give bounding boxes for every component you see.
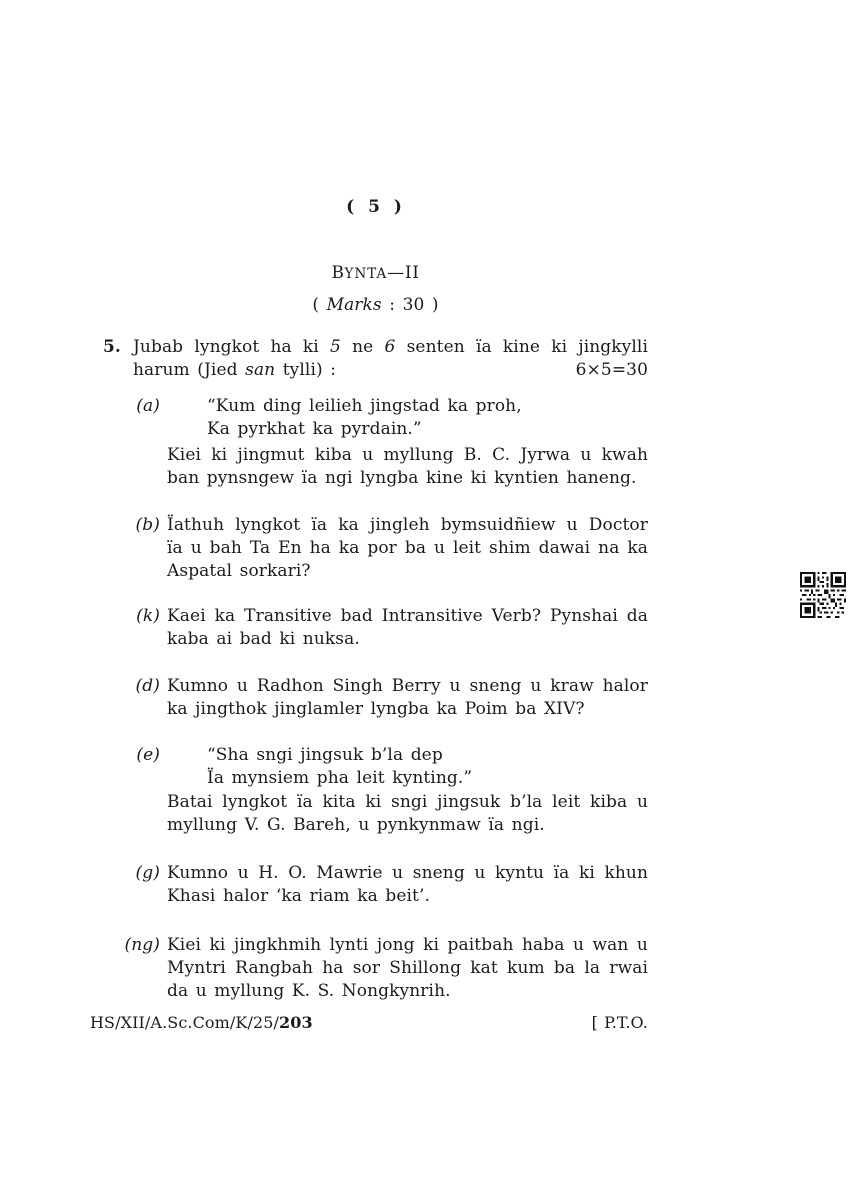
item-a-label: (a) bbox=[136, 396, 160, 416]
item-e-quote-row bbox=[103, 744, 648, 790]
item-e-label: (e) bbox=[136, 745, 160, 765]
item-b-text: Ïathuh lyngkot ïa ka jingleh bymsuidñiew u Doctor ïa u bah Ta En ha ka por ba u leit shim dawai na ka Aspatal sorkari? bbox=[167, 515, 648, 581]
item-g-text: Kumno u H. O. Mawrie u sneng u kyntu ïa ki khun Khasi halor ‘ka riam ka beit’. bbox=[167, 863, 648, 906]
question-line-2-text: harum (Jied san tylli) : bbox=[133, 360, 337, 380]
question-body bbox=[133, 336, 648, 382]
marks-value: : 30 ) bbox=[381, 295, 439, 315]
item-a-quote: “Kum ding leilieh jingstad ka proh, Ka pyrkhat ka pyrdain.” bbox=[207, 396, 522, 439]
section-title-tail: —II bbox=[387, 263, 420, 283]
item-a-text: Kiei ki jingmut kiba u myllung B. C. Jyrwa u kwah ban pynsngew ïa ngi lyngba kine ki kyntien haneng. bbox=[167, 445, 648, 488]
item-g-row bbox=[103, 862, 648, 908]
item-ng-label: (ng) bbox=[124, 935, 160, 955]
item-b-label: (b) bbox=[135, 515, 160, 535]
section-title bbox=[103, 262, 648, 286]
page-number: ( 5 ) bbox=[346, 197, 405, 217]
item-d-text: Kumno u Radhon Singh Berry u sneng u kraw halor ka jingthok jinglamler lyngba ka Poim ba XIV? bbox=[167, 676, 648, 719]
question-line-1: Jubab lyngkot ha ki 5 ne 6 senten ïa kine ki jingkylli bbox=[133, 337, 648, 357]
question-number: 5. bbox=[103, 337, 121, 357]
question-line-2 bbox=[133, 359, 648, 382]
paper-code: HS/XII/A.Sc.Com/K/25/203 bbox=[90, 1013, 313, 1032]
page-footer bbox=[90, 1012, 648, 1034]
item-d-row bbox=[103, 675, 648, 721]
item-e-quote: “Sha sngi jingsuk b’la dep Ïa mynsiem pha leit kynting.” bbox=[207, 745, 473, 788]
item-d-label: (d) bbox=[135, 676, 160, 696]
item-a-quote-row bbox=[103, 395, 648, 441]
question-marks: 6×5=30 bbox=[575, 360, 648, 380]
section-title-lead: B bbox=[331, 263, 345, 283]
item-k-row bbox=[103, 605, 648, 651]
item-k-label: (k) bbox=[136, 606, 160, 626]
item-g-label: (g) bbox=[135, 863, 160, 883]
item-e-text: Batai lyngkot ïa kita ki sngi jingsuk b’la leit kiba u myllung V. G. Bareh, u pynkynmaw ïa ngi. bbox=[167, 792, 648, 835]
pto-label: [ P.T.O. bbox=[591, 1013, 648, 1032]
marks-label: Marks bbox=[326, 295, 382, 315]
item-ng-row bbox=[103, 934, 648, 1003]
item-k-text: Kaei ka Transitive bad Intransitive Verb? Pynshai da kaba ai bad ki nuksa. bbox=[167, 606, 648, 649]
item-ng-text: Kiei ki jingkhmih lynti jong ki paitbah haba u wan u Myntri Rangbah ha sor Shillong kat kum ba la rwai da u myllung K. S. Nongkynrih. bbox=[167, 935, 648, 1001]
marks-line bbox=[103, 294, 648, 317]
item-b-row bbox=[103, 514, 648, 583]
qr-code-icon bbox=[800, 572, 846, 618]
question-5 bbox=[103, 336, 648, 382]
marks-open: ( bbox=[312, 295, 327, 315]
section-title-smallcaps: YNTA bbox=[344, 266, 388, 282]
